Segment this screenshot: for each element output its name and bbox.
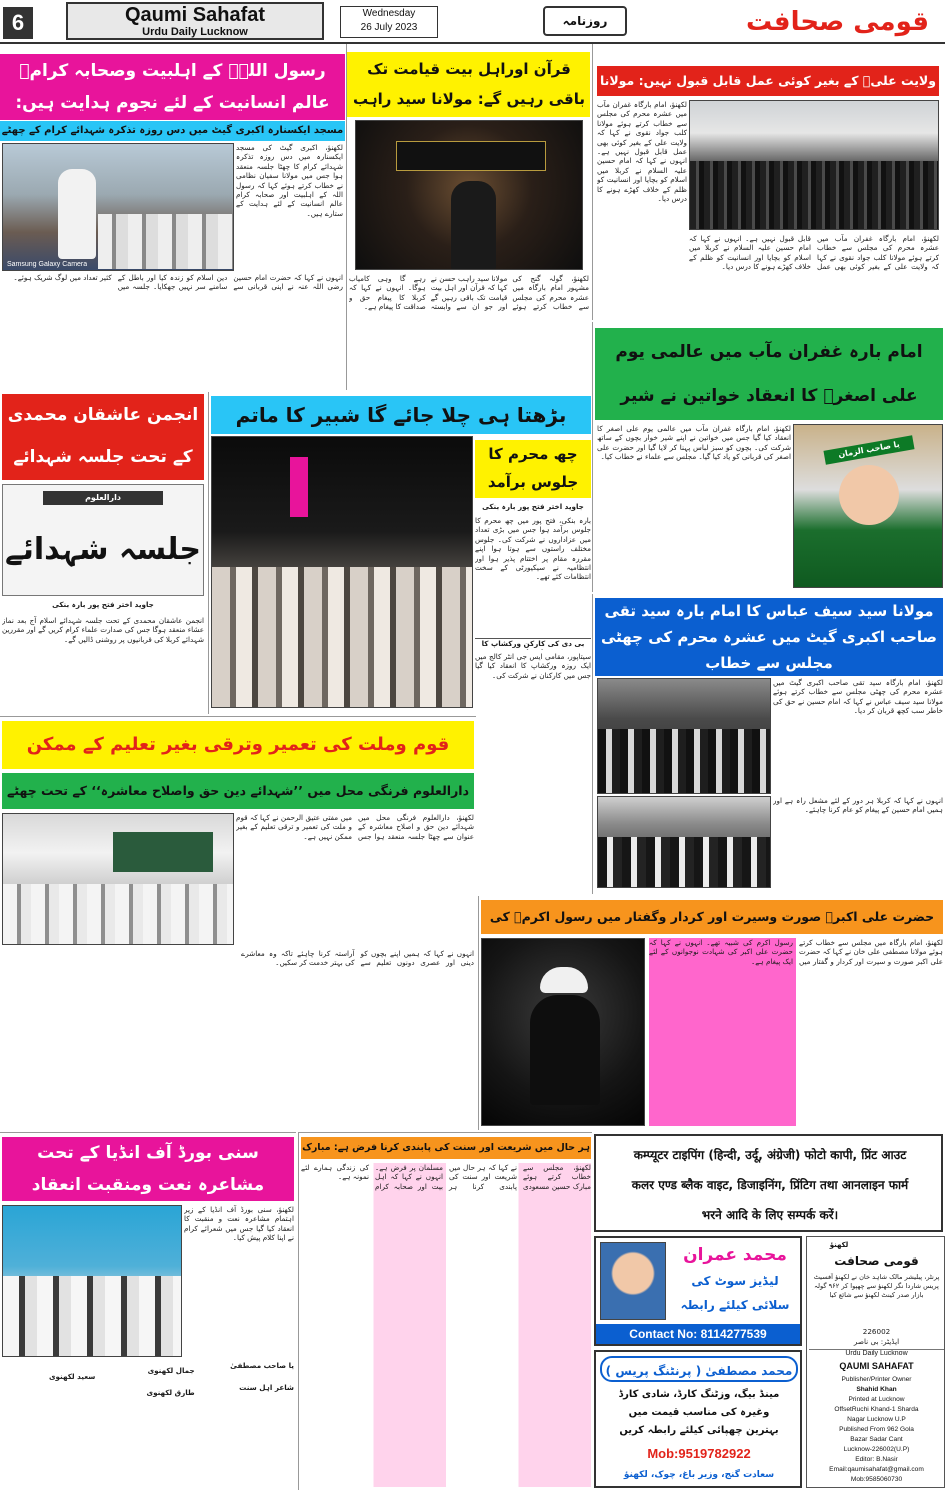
imprint <box>806 1236 945 1488</box>
a1-body-col2: انہوں نے کہا کہ حضرت امام حسین رضی اللہ عنہ نے اپنی قربانی سے دین اسلام کو زندہ کیا اور باطل کے سامنے سر نہیں جھکایا۔ جلسہ میں کثیر تعداد میں لوگ شریک ہوئے۔ <box>13 273 343 292</box>
a4-photo-child-face <box>839 465 899 525</box>
ad3-name: محمد مصطفیٰ ( پرنٹنگ پریس ) <box>600 1356 798 1382</box>
a10-photo-audience <box>3 1276 182 1357</box>
masthead-sub-en: Urdu Daily Lucknow <box>142 26 248 38</box>
a7-photo-top <box>597 678 771 794</box>
a2-body: لکھنؤ، گولہ گنج کی مشہور امام بارگاہ میں عشرہ محرم کی مجلس سے خطاب کرتے ہوئے مولانا سید راہب حسن نے کہا کہ قرآن اور اہل بیت قیامت تک باقی رہیں گے اور جو ان سے وابستہ رہے گا وہی کامیاب ہوگا۔ انہوں نے کہا کہ کربلا کا پیغام حق و صداقت کا پیغام ہے۔ <box>349 274 589 312</box>
ad2-line1: لیڈیز سوٹ کی <box>691 1274 779 1288</box>
ad2-photo <box>600 1242 666 1320</box>
imprint-urdu-pin: 226002 <box>862 1327 891 1336</box>
ad1-line2: कलर एण्ड ब्लैक वाइट, डिजाइनिंग, प्रिंटिग तथा आनलाइन फार्म <box>631 1178 909 1192</box>
article-anjuman-ashiqan <box>0 392 206 714</box>
article-ali-akbar <box>478 896 945 1130</box>
a11-body: لکھنؤ، مجلس سے خطاب کرتے ہوئے مبارک حسین مسعودی نے کہا کہ ہر حال میں شریعت اور سنت کی پابندی کرنا ہر مسلمان پر فرض ہے۔ انہوں نے کہا کہ اہل بیت اور صحابہ کرام کی زندگی ہمارے لئے نمونہ ہے۔ <box>301 1163 591 1487</box>
masthead-name-en: Qaumi Sahafat <box>124 4 266 26</box>
a7-photo-bottom-crowd <box>598 837 771 888</box>
masthead-name-urdu: قومی صحافت <box>746 7 929 37</box>
ad1-line1: कम्प्यूटर टाइपिंग (हिन्दी, उर्दू, अंग्रेजी) फोटो कापी, प्रिंट आउट <box>633 1148 907 1162</box>
a4-photo-banner: یا صاحب الزمان <box>823 435 914 464</box>
a9-headline: حضرت علی اکبرؑ صورت وسیرت اور کردار وگفتار میں رسول اکرمؐ کی <box>481 900 943 934</box>
a5-body: انجمن عاشقان محمدی کے تحت جلسہ شہدائے اسلام آج بعد نماز عشاء منعقد ہوگا جس کی صدارت علماء کرام کریں گے اور مقررین شہدائے کربلا کی قربانیوں پر روشنی ڈالیں گے۔ <box>2 616 204 644</box>
a6-byline: جاوید اختر فتح پور بارہ بنکی <box>482 502 584 511</box>
imprint-urdu-body: پرنٹر، پبلیشر مالک شاہد خان نے لکھنؤ آفسیٹ پریس شاردا نگر لکھنؤ سے چھپوا کر ۹۶۲ گولہ بازار صدر کینٹ لکھنؤ سے شائع کیا <box>813 1273 940 1299</box>
ad2-line2: سلائی کیلئے رابطہ <box>680 1298 790 1312</box>
imprint-en-line: Editor: B.Nasir <box>855 1456 898 1463</box>
ad1-line3: भरने आदि के लिए सम्पर्क करें। <box>701 1208 839 1222</box>
a1-photo-credit: Samsung Galaxy Camera <box>7 261 88 268</box>
ad3-line3: بہترین چھپائی کیلئے رابطہ کریں <box>619 1425 779 1436</box>
a1-photo-crowd <box>98 214 233 269</box>
imprint-urdu-title: قومی صحافت <box>834 1254 919 1268</box>
a8-photo-audience <box>3 884 234 945</box>
a2-photo <box>355 120 583 270</box>
imprint-en-line: OffsetRuchi Khand-1 Sharda <box>834 1406 919 1413</box>
article-saif-abbas <box>592 594 945 894</box>
ad3-mobile: Mob:9519782922 <box>647 1446 751 1461</box>
a7-photo-top-crowd <box>598 729 771 794</box>
masthead-date: 26 July 2023 <box>360 22 418 33</box>
a5-banner-calligraphy: جلسہ شہدائے <box>5 532 201 567</box>
ad3-line2: وغیرہ کی مناسب قیمت میں <box>628 1407 770 1418</box>
a6-sub-body: سیتاپور، مقامی ایس جی انٹر کالج میں ایک روزہ ورکشاپ کا انعقاد کیا گیا جس میں کارکنان نے شرکت کی۔ <box>475 652 591 680</box>
article-mufti-atiq <box>0 716 476 1130</box>
a10-photo <box>2 1205 182 1357</box>
article-ali-asghar <box>592 322 945 592</box>
imprint-en-line: Shahid Khan <box>856 1386 897 1393</box>
a10-body: لکھنؤ، سنی بورڈ آف انڈیا کے زیر اہتمام مشاعرہ نعت و منقبت کا انعقاد کیا گیا جس میں شعرائے کرام نے اپنا کلام پیش کیا۔ <box>184 1205 294 1243</box>
a10-poet-item: جمال لکھنوی <box>147 1366 195 1376</box>
a5-byline: جاوید اختر فتح پور بارہ بنکی <box>52 600 154 609</box>
a3-photo-crowd <box>690 161 939 230</box>
imprint-urdu-city: لکھنؤ <box>829 1241 849 1249</box>
ad2-contact: Contact No: 8114277539 <box>596 1324 800 1344</box>
imprint-en-line: Nagar Lucknow U.P <box>847 1416 906 1423</box>
masthead-daily-urdu: روزنامہ <box>543 6 627 36</box>
masthead <box>0 0 945 44</box>
article-rahib-hasan <box>346 44 590 390</box>
article-kalbe-jawad <box>592 44 945 320</box>
article-shabbir-matam <box>208 392 592 714</box>
a8-body-col1: لکھنؤ، دارالعلوم فرنگی محل میں شہدائے دین حق و اصلاح معاشرہ کے عنوان سے چھٹا جلسہ منعقد ہوا جس میں مفتی عتیق الرحمن نے کہا کہ قوم و ملت کی تعمیر و ترقی تعلیم کے بغیر ممکن نہیں ہے۔ <box>236 813 474 841</box>
a2-photo-speaker <box>451 181 496 269</box>
imprint-en-sub: Urdu Daily Lucknow <box>809 1349 944 1359</box>
imprint-en-line: Mob:9585060730 <box>850 1476 903 1483</box>
imprint-en-line: Lucknow-226002(U.P) <box>843 1446 910 1453</box>
a5-banner-small: دارالعلوم <box>43 491 163 505</box>
a9-photo-speaker <box>530 995 600 1105</box>
a1-body-col1: لکھنؤ، اکبری گیٹ کی مسجد ایکسنارہ میں دس روزہ تذکرہ شہدائے کرام کا چھٹا جلسہ منعقد ہوا جس میں مولانا سفیان نظامی نے خطاب کرتے ہوئے کہا کہ رسول اللہ کے اہلبیت اور صحابہ کرام عالم انسانیت کے لئے ہدایت کے ستارے ہیں۔ <box>236 143 343 218</box>
date-box <box>340 6 438 38</box>
a3-photo <box>689 100 939 230</box>
a6-photo <box>211 436 473 708</box>
a9-body: لکھنؤ، امام بارگاہ میں مجلس سے خطاب کرتے ہوئے مولانا مصطفی علی خان نے کہا کہ حضرت علی اکبر صورت و سیرت اور کردار و گفتار میں رسول اکرم کی شبیہ تھے۔ انہوں نے کہا کہ حضرت علی اکبر کی شہادت نوجوانوں کے لئے ایک پیغام ہے۔ <box>649 938 943 1126</box>
imprint-en-line: Published From 962 Gola <box>839 1426 914 1433</box>
masthead-day: Wednesday <box>362 8 416 19</box>
ad2-name: محمد عمران <box>683 1245 787 1265</box>
a6-body: بارہ بنکی، فتح پور میں چھ محرم کا جلوس برآمد ہوا جس میں بڑی تعداد میں عزاداروں نے شرکت کی۔ جلوس مختلف راستوں سے ہوتا ہوا اپنے مقررہ مقام پر اختتام پذیر ہوا اور انتظامیہ نے سیکیورٹی کے سخت انتظامات کئے تھے۔ <box>475 516 591 582</box>
a7-body-col1: لکھنؤ، امام بارگاہ سید تقی صاحب اکبری گیٹ میں عشرہ محرم کی چھٹی مجلس سے خطاب کرتے ہوئے مولانا سید سیف عباس نے کہا کہ امام حسین نے حق کی خاطر سب کچھ قربان کر دیا۔ <box>773 678 943 716</box>
a8-photo-backdrop <box>113 832 213 872</box>
ad3-address: سعادت گنج، وزیر باغ، چوک، لکھنؤ <box>623 1470 775 1480</box>
a11-headline: ہر حال میں شریعت اور سنت کی پابندی کرنا فرض ہے: مبارک <box>301 1137 591 1159</box>
a1-photo <box>2 143 234 271</box>
a10-poets-list <box>2 1361 294 1487</box>
a8-subheadline: دارالعلوم فرنگی محل میں ’’شہدائے دین حق واصلاح معاشرہ‘‘ کے تحت چھٹے <box>2 773 474 809</box>
a2-photo-banner <box>396 141 546 171</box>
article-mubarak-husain <box>298 1132 592 1490</box>
a4-photo <box>793 424 943 588</box>
a9-photo <box>481 938 645 1126</box>
ad-computer-typing <box>594 1134 943 1232</box>
ad3-line1: مینڈ بیگ، وزٹنگ کارڈ، شادی کارڈ <box>618 1389 780 1400</box>
a9-photo-turban <box>540 967 588 993</box>
a8-body-col2: انہوں نے کہا کہ ہمیں اپنے بچوں کو دینی اور عصری دونوں تعلیم سے آراستہ کرنا چاہئے تاکہ وہ معاشرے کی بہتر خدمت کر سکیں۔ <box>241 949 474 968</box>
imprint-en-line: Bazar Sadar Cant <box>850 1436 903 1443</box>
a6-headline: بڑھتا ہی چلا جائے گا شبیر کا ماتم <box>211 396 591 434</box>
ad-mustafa-printing <box>594 1350 802 1488</box>
a2-headline: قرآن اوراہل بیت قیامت تک باقی رہیں گے: مولانا سید راہب <box>347 52 590 117</box>
a8-headline: قوم وملت کی تعمیر وترقی بغیر تعلیم کے ممکن <box>2 721 474 769</box>
a1-subheadline: مسجد ایکسنارہ اکبری گیٹ میں دس روزہ تذکرہ شہدائے کرام کے چھٹے <box>0 121 345 141</box>
imprint-urdu-editor: ایڈیٹر: بی ناصر <box>853 1337 900 1346</box>
a1-headline: رسول اللہؐ کے اہلبیت وصحابہ کرامؓ عالم انسانیت کے لئے نجوم ہدایت ہیں: <box>0 54 345 120</box>
a6-sub-note: بی دی کی کارکن ورکشاپ کا <box>475 638 591 650</box>
a4-headline: امام بارہ غفران مآب میں عالمی یوم علی اصغرؑ کا انعقاد خواتین نے شیر <box>595 328 943 420</box>
a10-poet-item: سعید لکھنوی <box>48 1371 96 1381</box>
imprint-en-title: QAUMI SAHAFAT <box>839 1361 914 1371</box>
a5-banner-photo <box>2 484 204 596</box>
a4-body: لکھنؤ، امام بارگاہ غفران مآب میں عالمی یوم علی اصغر کا انعقاد کیا گیا جس میں خواتین نے اپنے شیر خوار بچوں کے ساتھ شرکت کی۔ بچوں کو سبز لباس پہنا کر لایا گیا اور حضرت علی اصغر کی قربانی کو یاد کیا گیا۔ مجلس سے علماء نے خطاب کیا۔ <box>597 424 791 462</box>
a3-body-bottom: لکھنؤ، امام بارگاہ غفران مآب میں عشرہ محرم کی مجلس سے خطاب کرتے ہوئے مولانا کلب جواد نقوی نے کہا کہ ولایت علی کے بغیر کوئی بھی عمل قابل قبول نہیں ہے۔ انہوں نے کہا کہ امام حسین علیہ السلام نے کربلا میں اسلام کو بچایا اور انسانیت کو ظلم کے خلاف کھڑے ہونے کا درس دیا۔ <box>689 234 939 272</box>
a6-photo-alam <box>290 457 308 517</box>
imprint-en-line: Printed at Lucknow <box>848 1396 905 1403</box>
a7-headline: مولانا سید سیف عباس کا امام بارہ سید تقی صاحب اکبری گیٹ میں عشرہ محرم کی چھٹی مجلس سے خطاب <box>595 598 943 676</box>
ad-imran-tailoring <box>594 1236 802 1346</box>
a8-photo <box>2 813 234 945</box>
a6-badge: چھ محرم کا جلوس برآمد <box>475 440 591 498</box>
a7-photo-bottom <box>597 796 771 888</box>
a10-headline: سنی بورڈ آف انڈیا کے تحت مشاعرہ نعت ومنقبت انعقاد <box>2 1137 294 1201</box>
a7-body-col2: انہوں نے کہا کہ کربلا ہر دور کے لئے مشعل راہ ہے اور ہمیں امام حسین کے پیغام کو عام کرنا چاہئے۔ <box>773 796 943 815</box>
a10-poet-item: یا صاحب مصطفیٰ <box>230 1361 294 1370</box>
a3-headline: ولایت علیؑ کے بغیر کوئی عمل قابل قبول نہیں: مولانا <box>597 66 939 96</box>
a10-poet-item: شاعر اہل سنت <box>239 1383 294 1392</box>
article-sunni-board <box>0 1132 296 1490</box>
a6-photo-crowd <box>212 567 473 708</box>
a1-photo-figure <box>58 169 96 259</box>
a10-poet-item: طارق لکھنوی <box>146 1388 195 1398</box>
imprint-en-line: Email:qaumisahafat@gmail.com <box>829 1466 924 1473</box>
article-sufyan-nizami <box>0 44 345 390</box>
a3-body-top: لکھنؤ، امام بارگاہ غفران مآب میں عشرہ محرم کی مجلس سے خطاب کرتے ہوئے مولانا کلب جواد نقوی نے کہا کہ ولایت علی کے بغیر کوئی بھی عمل قابل قبول نہیں ہے۔ انہوں نے کہا کہ امام حسین علیہ السلام نے کربلا میں اسلام کو بچایا اور انسانیت کو ظلم کے خلاف کھڑے ہونے کا درس دیا۔ <box>597 100 687 204</box>
page-number: 6 <box>3 7 33 39</box>
imprint-en-line: Publisher/Printer Owner <box>841 1376 912 1383</box>
a5-headline: انجمن عاشقان محمدی کے تحت جلسہ شہدائے <box>2 394 204 480</box>
masthead-en-box <box>66 2 324 40</box>
imprint-en-lines <box>809 1375 944 1487</box>
